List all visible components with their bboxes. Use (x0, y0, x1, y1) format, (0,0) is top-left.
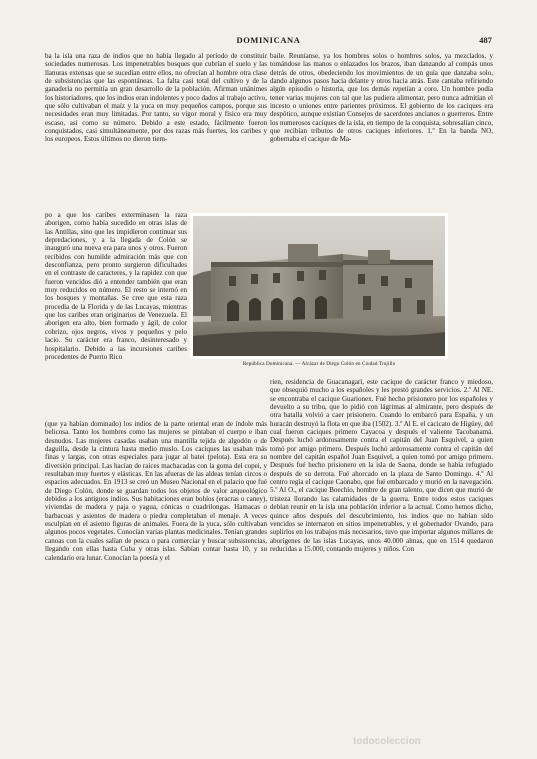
paragraph: rien, residencia de Guacanagarí, este cacique de carácter franco y miedoso, que obsequió mucho a los españoles y les prestó grandes servicios. 2.º Al NE. se encontraba el cacique Guarionex. Fué hecho prisionero por los españoles y devuelto a su tribu, que lo pidió con lágrimas al almirante, pero después de otra batalla volvió a caer prisionero. Cuando lo embarcó para España, y un huracán destruyó la flota en que iba (1502). 3.º Al E. el cacicato de Higüey, del cual fueron caciques primero Cayacoa y después el valiente Tacobanamá. Después luchó ardorosamente contra el capitán del Juan Esquivel, a quien tomó por amigo primero. Después luchó ardorosamente contra el capitán del nombre del capitán español Juan Esquivel, a quien tomó por amigo primero. Después fué hecho prisionero en la isla de Saona, donde se había refugiado después de su derrota. Fué ahorcado en la plaza de Santo Domingo. 4.º Al centro regía el cacique Caonabo, que fué embarcado y murió en la navegación. 5.º Al O., el cacique Boechío, hombre de gran talento, que dicen que murió de tristeza llorando las calamidades de la guerra. Entre todos estos caciques debían reunir en la isla una población inferior a la actual. Como hemos dicho, quince años después del descubrimiento, los indios que no habían sido vencidos se internaron en sitios impenetrables, y el gobernador Ovando, para suplirlos en los trabajos más necesarios, tuvo que importar algunos millares de aborígenes de las islas Lucayas, unos 40.000 almas, que en 1514 quedaron reducidas a 15.000, contando mujeres y niños. Con (270, 378, 493, 553)
watermark-logo: todocoleccion (353, 736, 421, 747)
left-column-bottom (45, 420, 267, 562)
paragraph: po a que los caribes exterminasen la raza aborigen, como había sucedido en otras islas de las Antillas, sino que les impidieron continuar sus depredaciones, y a la llegada de Colón se inauguró una nueva era para unos y otros. Fueron recibidos con humilde admiración más que con desconfianza, pero pronto surgieron dificultades en el contraste de caracteres, y la rapidez con que fueron vencidos dió a entender también que eran muy reducidos en número. El resto se internó en los bosques y montañas. Se cree que esta raza procedía de la Florida y de las Lucayas, mientras que los caribes eran originarios de Venezuela. El aborigen era alto, bien formado y ágil, de color cobrizo, ojos negros, vivos y pequeños y pelo lacio. Su carácter era franco, desinteresado y hospitalario. Debido a las incursiones caribes procedentes de Puerto Rico (45, 211, 187, 361)
figure-caption: República Dominicana. — Alcázar de Diego Colón en Ciudad Trujillo (242, 361, 396, 367)
running-header (0, 35, 537, 47)
figure-photo-frame (190, 213, 448, 359)
paragraph: baile. Reuníanse, ya los hombres solos o hombres solos, ya mezclados, y tomándose las manos o enlazados los brazos, iban danzando al compás unos detrás de otros, obedeciendo los movimientos de un guía que danzaba solo, dando algunos pasos hacia delante y otros hacia atrás. Este cantaba refiriendo algún episodio o historia, que los demás repetían a coro. Un hombre podía tener varias mujeres con tal que las pudiera alimentar, pero nunca admitían el incesto o uniones entre parientes próximos. El gobierno de los caciques era despótico, aunque existían Consejos de sacerdotes ancianos o guerreros. Entre los numerosos caciques de la isla, en tiempo de la conquista, sobresalían cinco, que recibían tributos de otros caciques inferiores. 1.º En la banda NO, gobernaba el cacique de Ma- (270, 52, 493, 144)
left-column-top (45, 52, 267, 144)
paragraph: ba la isla una raza de indios que no había llegado al período de constituir sociedades numerosas. Los impenetrables bosques que cubrían el suelo y las llanuras extensas que se sucedían entre ellos, no ofrecían al hombre otra clase de subsistencias que las espontáneas. La falta casi total del cultivo y de la ganadería no permitía un gran desarrollo de la población. Afirman unánimes los historiadores, que los indios eran indolentes y poco dados al trabajo activo, que sólo cultivaban el maíz y la yuca en muy pequeños campos, porque sus necesidades eran muy limitadas. Por tanto, su vigor moral y físico era muy escaso, así como su número. Debido a este estado, fácilmente fueron conquistados, casi simultáneamente, por dos razas más fuertes, los caribes y los europeos. Estos últimos no dieron tiem- (45, 52, 267, 144)
right-column-top (270, 52, 493, 144)
alcazar-photo (193, 216, 445, 356)
left-column-beside-photo (45, 211, 187, 361)
paragraph: (que ya habían dominado) los indios de la parte oriental eran de índole más belicosa. Tanto los hombres como las mujeres se pintaban el cuerpo e iban desnudos. Las mujeres casadas usaban una mantilla tejida de algodón o de daguilla, desde la cintura hasta medio muslo. Los caciques las usaban más finas y largas, con otras especiales para jugar al batei (pelota). Esta era su diversión principal. Las hacían de raíces machacadas con la goma del copei, y resultaban muy fuertes y elásticas. En las afueras de las aldeas tenían circos o espacios adecuados. En 1913 se creó un Museo Nacional en el palacio que fué de Diego Colón, donde se guardan todos los objetos de valor arqueológico debidos a los antiguos indios. Sus habitaciones eran bohíos (eracras o caney), viviendas de madera y paja o yagua, cónicas o cuadrilongas. Hamacas o barbacoas y asientos de madera o piedra completaban el menaje. A veces esculpían en el asiento figuras de animales. Fuera de la yuca, sólo cultivaban algunos pocos vegetales. Conocían varias plantas medicinales. Tenían grandes canoas con la cuales salían de pesca o para comerciar y buscar subsistencias, llegando con ellas hasta Cuba y otras islas. Sabían contar hasta 10, y su calendario era lunar. Conocían la poesía y el (45, 420, 267, 562)
right-column-bottom (270, 378, 493, 553)
page-number: 487 (479, 35, 492, 45)
page-title: DOMINICANA (236, 35, 301, 45)
